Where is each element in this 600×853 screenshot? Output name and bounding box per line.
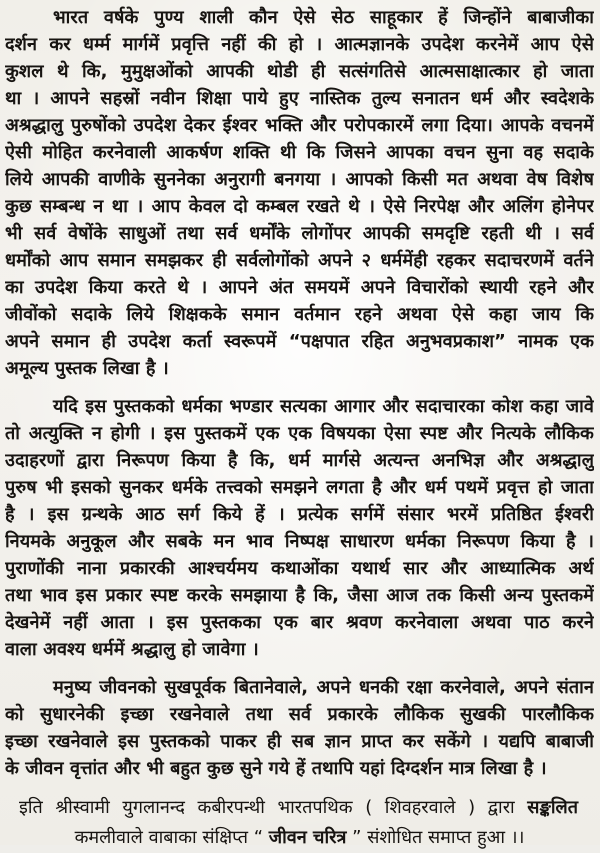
- text-line: भारत वर्षके पुण्य शाली कौन ऐसे सेठ साहूकार हें जिन्होंने बाबाजीका: [53, 7, 594, 28]
- colophon-line-1-bold-text: सङ्कलित: [527, 797, 578, 818]
- text-line: लिये आपकी वाणीके सुननेका अनुरागी बनगया । आपको किसी मत अथवा वेष विशेष: [5, 169, 594, 190]
- colophon-line-2-bold-title: जीवन चरित्र: [268, 827, 347, 848]
- text-line: पुरुष भी इसको सुनकर धर्मके तत्त्वको समझने लगता है और धर्म पथमें प्रवृत्त हो जाता: [5, 477, 594, 498]
- text-line: वाला अवश्य धर्ममें श्रद्धालु हो जावेगा ।: [5, 639, 259, 660]
- text-line: देखनेमें नहीं आता । इस पुस्तकका एक बार श्रवण करनेवाला अथवा पाठ करने: [5, 612, 594, 633]
- text-line: था । आपने सहस्रों नवीन शिक्षा पाये हुए नास्तिक तुल्य सनातन धर्म और स्वदेशके: [5, 88, 594, 109]
- text-line: मनुष्य जीवनको सुखपूर्वक बितानेवाले, अपने धनकी रक्षा करनेवाले, अपने संतान: [53, 677, 594, 698]
- colophon-line-1: [5, 793, 594, 823]
- text-line: ऐसी मोहित करनेवाली आकर्षण शक्ति थी कि जिसने आपका वचन सुना वह सदाके: [5, 142, 594, 163]
- text-line: नियमके अनुकूल और सबके मन भाव निष्पक्ष साधारण धर्मका निरूपण किया है ।: [5, 531, 594, 552]
- text-line: तथा भाव इस प्रकार स्पष्ट करके समझाया है कि, जैसा आज तक किसी अन्य पुस्तकमें: [5, 585, 594, 606]
- colophon: [5, 793, 594, 853]
- text-line: उदाहरणों द्वारा निरूपण किया है कि, धर्म मार्गसे अत्यन्त अनभिज्ञ और अश्रद्धालु: [5, 450, 594, 471]
- text-line: दर्शन कर धर्म्म मार्गमें प्रवृत्ति नहीं की हो । आत्मज्ञानके उपदेश करनेमें आप ऐसे: [5, 34, 594, 55]
- colophon-line-2: [5, 823, 594, 853]
- text-line: अश्रद्धालु पुरुषोंको उपदेश देकर ईश्वर भक्ति और परोपकारमें लगा दिया। आपके वचनमें: [5, 115, 594, 136]
- text-line: तो अत्युक्ति न होगी । इस पुस्तकमें एक एक विषयका ऐसा स्पष्ट और नित्यके लौकिक: [5, 423, 594, 444]
- text-line: है । इस ग्रन्थके आठ सर्ग किये हें । प्रत्येक सर्गमें संसार भरमें प्रतिष्ठित ईश्वरी: [5, 504, 594, 525]
- colophon-line-1-text: इति श्रीस्वामी युगलानन्द कबीरपन्थी भारतपथिक ( शिवहरवाले ) द्वारा: [19, 797, 528, 818]
- text-line: भी सर्व वेषोंके साधुओं तथा सर्व धर्मोंके लोगोंपर आपकी समदृष्टि रहती थी । सर्व: [5, 223, 594, 244]
- text-line: को सुधारनेकी इच्छा रखनेवाले तथा सर्व प्रकारके लौकिक सुखकी पारलौकिक: [5, 704, 594, 725]
- text-line: अमूल्य पुस्तक लिखा है ।: [5, 358, 169, 379]
- text-line: पुराणोंकी नाना प्रकारकी आश्चर्यमय कथाओंका यथार्थ सार और आध्यात्मिक अर्थ: [5, 558, 594, 579]
- text-line: का उपदेश किया करते थे । आपने अंत समयमें अपने विचारोंको स्थायी रहने और: [5, 277, 594, 298]
- paragraph-3: [5, 674, 594, 782]
- text-line: इच्छा रखनेवाले इस पुस्तकको पाकर ही सब ज्ञान प्राप्त कर सकेंगे । यद्यपि बाबाजी: [5, 731, 594, 752]
- text-line: कुशल थे कि, मुमुक्षओंको आपकी थोडी ही सत्संगतिसे आत्मसाक्षात्कार हो जाता: [5, 61, 594, 82]
- text-line: कुछ सम्बन्ध न था । आप केवल दो कम्बल रखते थे । ऐसे निरपेक्ष और अलिंग होनेपर: [5, 196, 594, 217]
- text-line: अपने समान ही उपदेश कर्ता स्वरूपमें “पक्षपात रहित अनुभवप्रकाश” नामक एक: [5, 331, 594, 352]
- colophon-line-2-text-end: ” संशोधित समाप्त हुआ ।।: [346, 827, 525, 848]
- paragraph-2: [5, 393, 594, 663]
- text-line: के जीवन वृत्तांत और भी बहुत कुछ सुने गये हें तथापि यहां दिग्दर्शन मात्र लिखा है ।: [5, 758, 547, 779]
- text-line: धर्मोंको आप समान समझकर ही सर्वलोगोंको अपने २ धर्ममेंही रहकर सदाचरणमें वर्तने: [5, 250, 594, 271]
- colophon-line-2-text: कमलीवाले वाबाका संक्षिप्त “: [74, 827, 269, 848]
- text-line: यदि इस पुस्तकको धर्मका भण्डार सत्यका आगार और सदाचारका कोश कहा जावे: [53, 396, 594, 417]
- paragraph-1: [5, 4, 594, 382]
- text-line: जीवोंको सदाके लिये शिक्षकके समान वर्तमान रहने अथवा ऐसे कहा जाय कि: [5, 304, 594, 325]
